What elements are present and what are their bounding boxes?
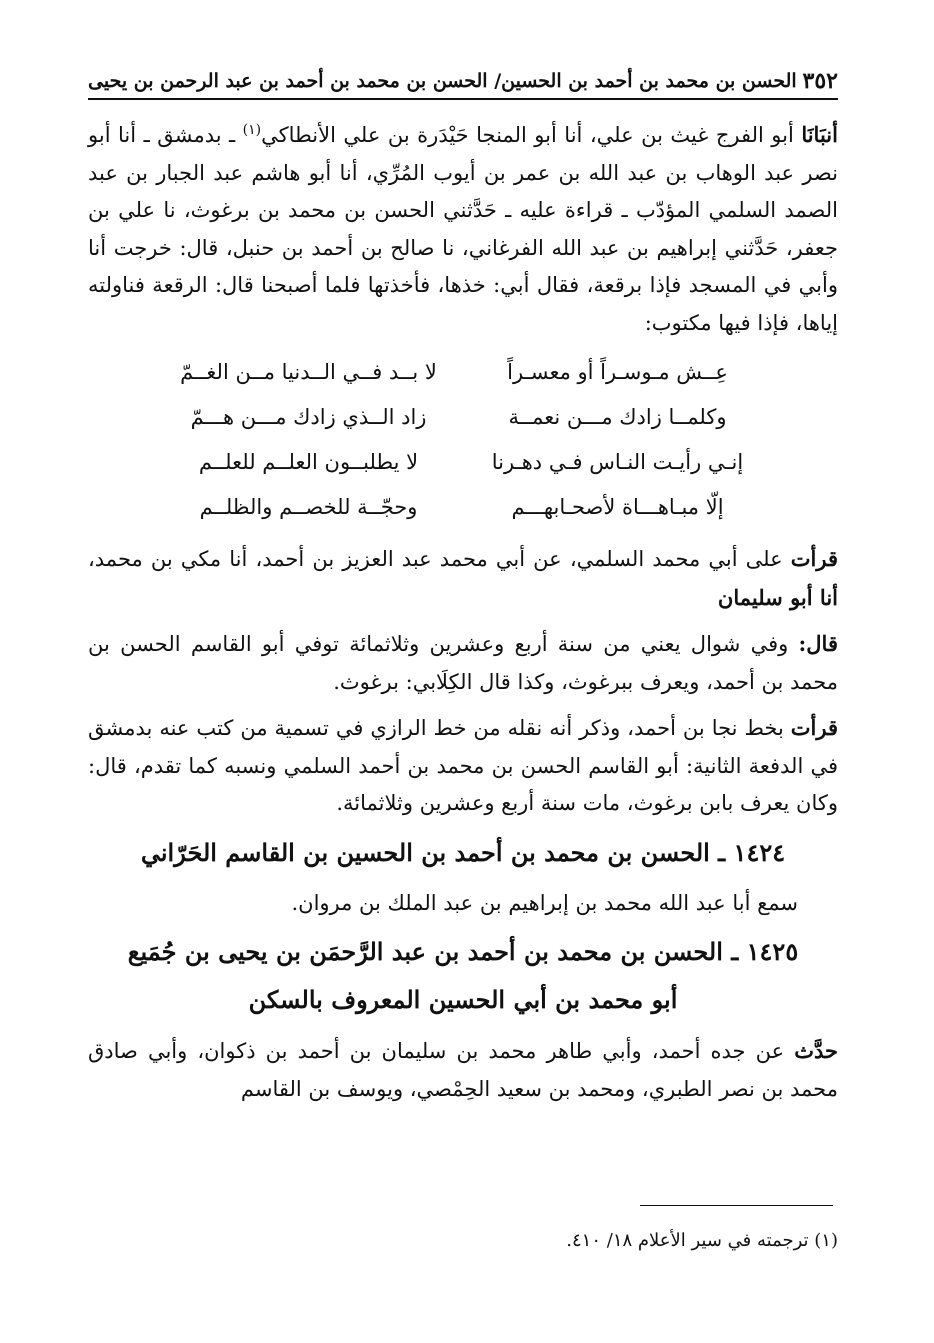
paragraph-anbana — [88, 112, 838, 342]
poem-first-hemistich: إنـي رأيـت النـاس فـي دهـرنا — [491, 449, 744, 474]
poem-first-hemistich: عِــش مـوسـراً أو معسـراً — [507, 359, 728, 384]
paragraph-text-continued: ـ بدمشق ـ أنا أبو نصر عبد الوهاب بن عبد الله بن عمر بن أيوب المُرِّي، أنا أبو هاشم عبد الجبار بن عبد الصمد السلمي المؤدّب ـ قراءة عليه ـ حَدَّثني الحسن بن محمد بن برغوث، نا علي بن جعفر، حَدَّثني إبراهيم بن عبد الله الفرغاني، نا صالح بن أحمد بن حنبل، قال: خرجت أنا وأبي في المسجد فإذا برقعة، فقال أبي: خذها، فأخذتها فلما أصبحنا قال: الرقعة فناولته إياها، فإذا فيها مكتوب: — [88, 123, 838, 335]
footnote-text: ترجمته في سير الأعلام ١٨/ ٤١٠. — [566, 1230, 815, 1251]
paragraph-text: على أبي محمد السلمي، عن أبي محمد عبد العزيز بن أحمد، أنا مكي بن محمد، — [88, 547, 791, 571]
paragraph-lead: أنبَانَا — [801, 122, 838, 147]
poem-verse — [176, 485, 750, 530]
entry-1425-heading: ١٤٢٥ ـ الحسن بن محمد بن أحمد بن عبد الرَّحمَن بن يحيى بن جُمَيع — [127, 937, 799, 966]
page-number: ٣٥٢ — [802, 68, 838, 94]
paragraph-text: بخط نجا بن أحمد، وذكر أنه نقله من خط الرازي في تسمية من كتب عنه بدمشق في الدفعة الثانية: أبو القاسم الحسن بن محمد بن أحمد السلمي ونسبه كما تقدم، قال: وكان يعرف بابن برغوث، مات سنة أربع وعشرين وثلاثمائة. — [88, 716, 838, 815]
footnote-separator — [640, 1205, 833, 1206]
poem-second-hemistich: زاد الــذي زادك مـــن هـــمّ — [190, 404, 427, 429]
poem-verse — [176, 395, 750, 440]
paragraph-text: أبو الفرج غيث بن علي، أنا أبو المنجا حَيْدَرة بن علي الأنطاكي — [261, 123, 802, 147]
paragraph-tail: أنا أبو سليمان — [717, 584, 838, 610]
paragraph-qaratu-najan — [88, 709, 838, 823]
entry-1424-text: سمع أبا عبد الله محمد بن إبراهيم بن عبد الملك بن مروان. — [291, 890, 798, 915]
footnote-reference: (١) — [242, 122, 262, 138]
running-title: الحسن بن محمد بن أحمد بن الحسين/ الحسن بن محمد بن أحمد بن عبد الرحمن بن يحيى — [88, 70, 797, 92]
poem-second-hemistich: لا بــد فــي الــدنيا مــن الغــمّ — [180, 359, 437, 384]
footnote — [88, 1228, 838, 1254]
entry-1424-heading: ١٤٢٤ ـ الحسن بن محمد بن أحمد بن الحسين بن القاسم الحَرّاني — [140, 837, 786, 867]
poem-first-hemistich: وكلمــا زادك مـــن نعمــة — [508, 404, 727, 429]
paragraph-lead: قرأت — [790, 546, 838, 571]
footnote-marker: (١) — [814, 1230, 838, 1251]
poem-second-hemistich: لا يطلبــون العلــم للعلــم — [198, 449, 419, 474]
entry-1425-subheading: أبو محمد بن أبي الحسين المعروف بالسكن — [248, 985, 678, 1014]
poem — [88, 350, 838, 530]
paragraph-lead: قرأت — [790, 715, 838, 740]
paragraph-lead: قال: — [798, 631, 838, 656]
page-body — [88, 112, 838, 1116]
page-header — [88, 62, 838, 100]
paragraph-qala — [88, 625, 838, 701]
poem-second-hemistich: وحجّــة للخصــم والظلــم — [199, 494, 418, 519]
paragraph-lead: حدَّث — [794, 1038, 838, 1063]
paragraph-text: وفي شوال يعني من سنة أربع وعشرين وثلاثمائة توفي أبو القاسم الحسن بن محمد بن أحمد، ويعرف ببرغوث، وكذا قال الكِلَابي: برغوث. — [88, 632, 838, 694]
poem-verse — [176, 440, 750, 485]
poem-first-hemistich: إلّا مبـاهـــاة لأصحـابهـــم — [511, 494, 724, 519]
paragraph-text: عن جده أحمد، وأبي طاهر محمد بن سليمان بن أحمد بن ذكوان، وأبي صادق محمد بن نصر الطبري، ومحمد بن سعيد الحِمْصي، ويوسف بن القاسم — [88, 1039, 838, 1101]
paragraph-qaratu-sulami — [88, 540, 838, 617]
entry-1425-text — [88, 1032, 838, 1108]
poem-verse — [176, 350, 750, 395]
